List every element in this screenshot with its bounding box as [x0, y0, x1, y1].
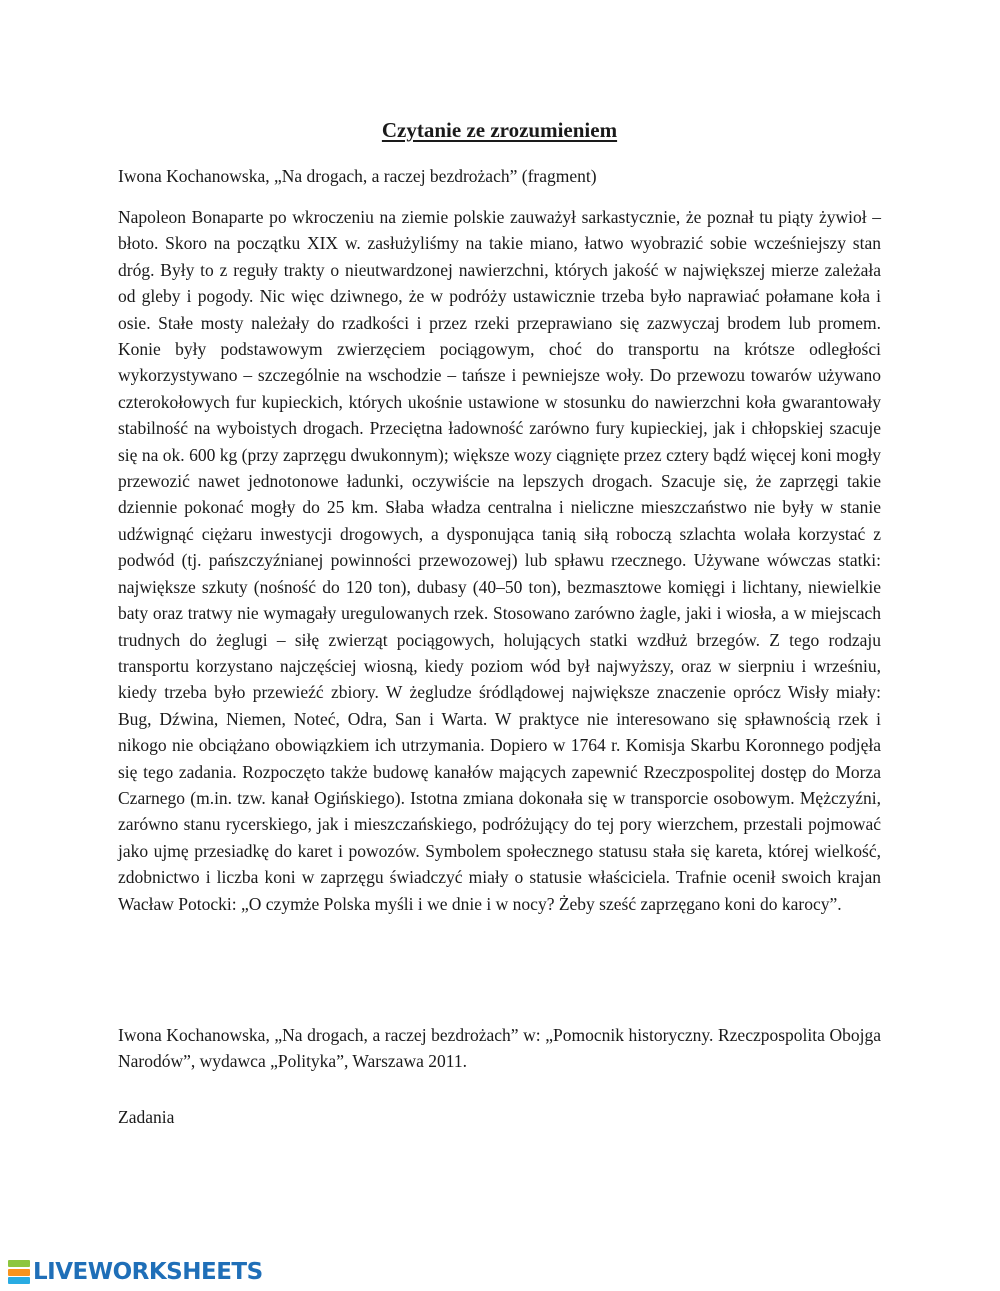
tasks-heading: Zadania: [118, 1107, 175, 1127]
source-subtitle: Iwona Kochanowska, „Na drogach, a raczej bezdrożach” (fragment): [118, 166, 597, 186]
logo-bar-orange: [8, 1269, 30, 1276]
logo-bar-blue: [8, 1277, 30, 1284]
source-citation: Iwona Kochanowska, „Na drogach, a raczej bezdrożach” w: „Pomocnik historyczny. Rzeczpospolita Obojga Narodów”, wydawca „Polityka”, Warszawa 2011.: [118, 1025, 881, 1072]
liveworksheets-logo-icon: [8, 1260, 30, 1284]
page-title: Czytanie ze zrozumieniem: [381, 118, 618, 142]
reading-passage: Napoleon Bonaparte po wkroczeniu na ziemie polskie zauważył sarkastycznie, że poznał tu piąty żywioł – błoto. Skoro na początku XIX w. zasłużyliśmy na takie miano, łatwo wyobrazić sobie wcześniejszy stan dróg. Były to z reguły trakty o nieutwardzonej nawierzchni, których jakość w największej mierze zależała od gleby i pogody. Nic więc dziwnego, że w podróży ustawicznie trzeba było naprawiać połamane koła i osie. Stałe mosty należały do rzadkości i przez rzeki przeprawiano się zazwyczaj brodem lub promem. Konie były podstawowym zwierzęciem pociągowym, choć do transportu na krótsze odległości wykorzystywano – szczególnie na wschodzie – tańsze i pewniejsze woły. Do przewozu towarów używano czterokołowych fur kupieckich, których ukośnie ustawione w stosunku do nawierzchni koła gwarantowały stabilność na wyboistych drogach. Przeciętna ładowność zarówno fury kupieckiej, jak i chłopskiej szacuje się na ok. 600 kg (przy zaprzęgu dwukonnym); większe wozy ciągnięte przez cztery bądź więcej koni mogły przewozić nawet jednotonowe ładunki, oczywiście na lepszych drogach. Szacuje się, że zaprzęgi takie dziennie pokonać mogły do 25 km. Słaba władza centralna i nieliczne mieszczaństwo nie były w stanie udźwignąć ciężaru inwestycji drogowych, a dysponująca tanią siłą roboczą szlachta wolała korzystać z podwód (tj. pańszczyźnianej powinności przewozowej) lub spławu rzecznego. Używane wówczas statki: największe szkuty (nośność do 120 ton), dubasy (40–50 ton), bezmasztowe komięgi i lichtany, niewielkie baty oraz tratwy nie wymagały uregulowanych rzek. Stosowano zarówno żagle, jaki i wiosła, a w miejscach trudnych do żeglugi – siłę zwierząt pociągowych, holujących statki wzdłuż brzegów. Z tego rodzaju transportu korzystano najczęściej wiosną, kiedy poziom wód był najwyższy, oraz w sierpniu i wrześniu, kiedy trzeba było przewieźć zbiory. W żegludze śródlądowej największe znaczenie oprócz Wisły miały: Bug, Dźwina, Niemen, Noteć, Odra, San i Warta. W praktyce nie interesowano się spławnością rzek i nikogo nie obciążano obowiązkiem ich utrzymania. Dopiero w 1764 r. Komisja Skarbu Koronnego podjęła się tego zadania. Rozpoczęto także budowę kanałów mających zapewnić Rzeczpospolitej dostęp do Morza Czarnego (m.in. tzw. kanał Ogińskiego). Istotna zmiana dokonała się w transporcie osobowym. Mężczyźni, zarówno stanu rycerskiego, jak i mieszczańskiego, podróżujący do tej pory wierzchem, przestali pojmować jako ujmę przesiadkę do karet i powozów. Symbolem społecznego statusu stała się kareta, której wielkość, zdobnictwo i liczba koni w zaprzęgu świadczyć miały o statusie właściciela. Trafnie ocenił swoich krajan Wacław Potocki: „O czymże Polska myśli i we dnie i w nocy? Żeby sześć zaprzęgano koni do karocy”.: [118, 207, 881, 914]
logo-bar-green: [8, 1260, 30, 1267]
liveworksheets-logo[interactable]: [8, 1259, 263, 1285]
logo-text: LIVEWORKSHEETS: [33, 1259, 263, 1285]
